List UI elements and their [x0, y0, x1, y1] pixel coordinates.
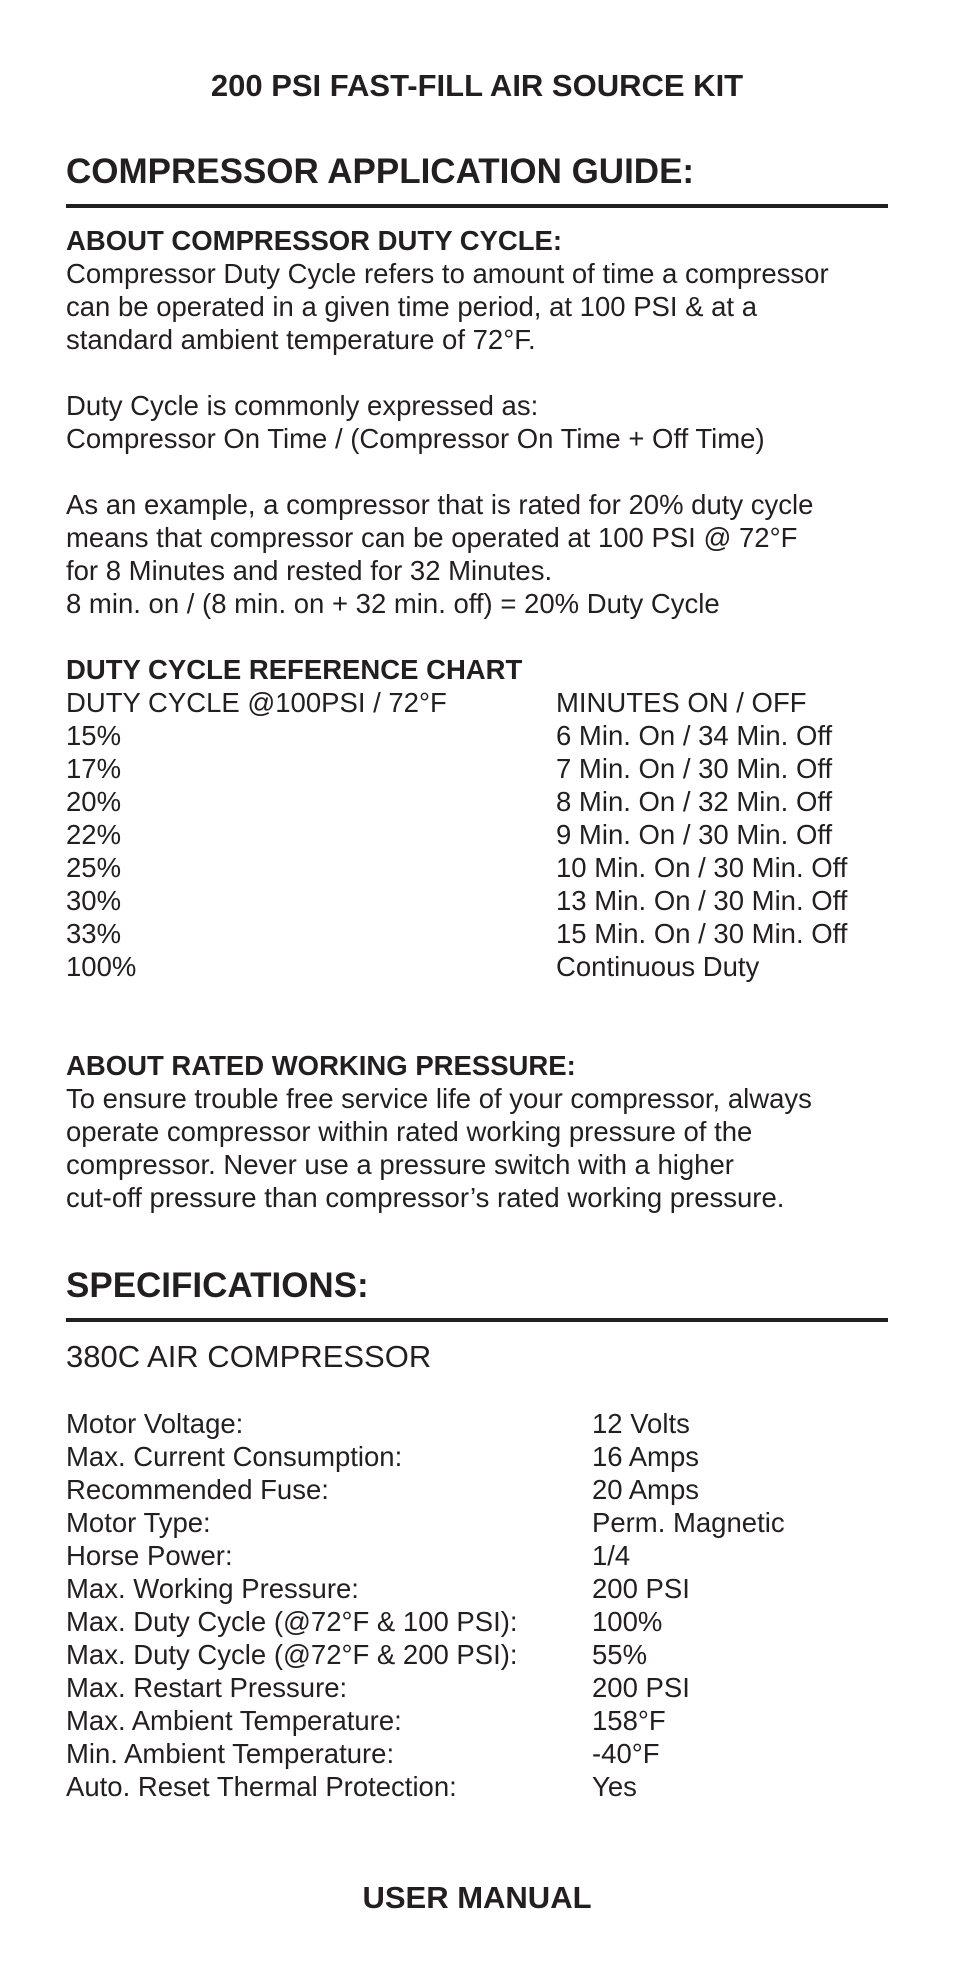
rated-pressure-section — [66, 1049, 906, 1214]
spec-label: Recommended Fuse: — [66, 1474, 329, 1505]
chart-cell-duty-cycle: 33% — [66, 918, 122, 949]
rated-pressure-text-line: cut-off pressure than compressor’s rated working pressure. — [66, 1182, 785, 1213]
chart-cell-duty-cycle: 100% — [66, 951, 137, 982]
chart-row — [66, 785, 906, 818]
chart-cell-minutes: 7 Min. On / 30 Min. Off — [556, 753, 833, 784]
spec-row — [66, 1506, 906, 1539]
chart-cell-minutes: Continuous Duty — [556, 951, 760, 982]
chart-cell-duty-cycle: 20% — [66, 786, 122, 817]
spec-label: Max. Duty Cycle (@72°F & 200 PSI): — [66, 1639, 518, 1670]
chart-cell-duty-cycle: 25% — [66, 852, 122, 883]
spec-value: 200 PSI — [592, 1573, 690, 1604]
spec-row — [66, 1704, 906, 1737]
expression-formula: Compressor On Time / (Compressor On Time + Off Time) — [66, 423, 765, 454]
chart-cell-duty-cycle: 15% — [66, 720, 122, 751]
spec-label: Motor Type: — [66, 1507, 211, 1538]
chart-subhead: DUTY CYCLE REFERENCE CHART — [66, 654, 523, 685]
spec-label: Max. Duty Cycle (@72°F & 100 PSI): — [66, 1606, 518, 1637]
spec-label: Max. Working Pressure: — [66, 1573, 359, 1604]
example-formula: 8 min. on / (8 min. on + 32 min. off) = 20% Duty Cycle — [66, 588, 720, 619]
rated-pressure-text-line: operate compressor within rated working pressure of the — [66, 1116, 753, 1147]
example-text-line: for 8 Minutes and rested for 32 Minutes. — [66, 555, 553, 586]
example-text-line: As an example, a compressor that is rated for 20% duty cycle — [66, 489, 814, 520]
rated-pressure-text-line: To ensure trouble free service life of your compressor, always — [66, 1083, 812, 1114]
spec-value: 12 Volts — [592, 1408, 690, 1439]
spec-value: 100% — [592, 1606, 663, 1637]
spec-label: Max. Ambient Temperature: — [66, 1705, 402, 1736]
chart-cell-minutes: 8 Min. On / 32 Min. Off — [556, 786, 833, 817]
chart-cell-minutes: 9 Min. On / 30 Min. Off — [556, 819, 833, 850]
duty-cycle-text-line: Compressor Duty Cycle refers to amount of time a compressor — [66, 258, 829, 289]
chart-header-minutes: MINUTES ON / OFF — [556, 687, 807, 718]
chart-header-duty-cycle: DUTY CYCLE @100PSI / 72°F — [66, 687, 447, 718]
spec-value: Perm. Magnetic — [592, 1507, 785, 1538]
spec-row — [66, 1737, 906, 1770]
spec-value: 55% — [592, 1639, 648, 1670]
duty-cycle-example — [66, 488, 906, 620]
spec-value: -40°F — [592, 1738, 660, 1769]
spec-value: 20 Amps — [592, 1474, 700, 1505]
specifications-heading: SPECIFICATIONS: — [66, 1264, 888, 1322]
chart-row — [66, 818, 906, 851]
document-title: 200 PSI FAST-FILL AIR SOURCE KIT — [210, 68, 744, 103]
rated-pressure-text-line: compressor. Never use a pressure switch with a higher — [66, 1149, 734, 1180]
spec-label: Auto. Reset Thermal Protection: — [66, 1771, 457, 1802]
chart-cell-minutes: 13 Min. On / 30 Min. Off — [556, 885, 848, 916]
chart-row — [66, 884, 906, 917]
chart-header-row — [66, 686, 906, 719]
example-text-line: means that compressor can be operated at 100 PSI @ 72°F — [66, 522, 798, 553]
spec-label: Max. Current Consumption: — [66, 1441, 403, 1472]
spec-value: Yes — [592, 1771, 637, 1802]
spec-value: 200 PSI — [592, 1672, 690, 1703]
chart-cell-duty-cycle: 17% — [66, 753, 122, 784]
spec-row — [66, 1671, 906, 1704]
chart-row — [66, 719, 906, 752]
spec-row — [66, 1572, 906, 1605]
spec-row — [66, 1539, 906, 1572]
spec-value: 1/4 — [592, 1540, 631, 1571]
duty-cycle-subhead: ABOUT COMPRESSOR DUTY CYCLE: — [66, 225, 563, 256]
chart-row — [66, 950, 906, 983]
chart-cell-duty-cycle: 22% — [66, 819, 122, 850]
duty-cycle-section — [66, 224, 906, 356]
spec-value: 16 Amps — [592, 1441, 700, 1472]
spec-row — [66, 1638, 906, 1671]
chart-cell-duty-cycle: 30% — [66, 885, 122, 916]
spec-value: 158°F — [592, 1705, 666, 1736]
duty-cycle-text-line: standard ambient temperature of 72°F. — [66, 324, 536, 355]
rated-pressure-subhead: ABOUT RATED WORKING PRESSURE: — [66, 1050, 576, 1081]
chart-row — [66, 752, 906, 785]
expression-text-line: Duty Cycle is commonly expressed as: — [66, 390, 539, 421]
chart-cell-minutes: 6 Min. On / 34 Min. Off — [556, 720, 833, 751]
duty-cycle-text-line: can be operated in a given time period, at 100 PSI & at a — [66, 291, 758, 322]
spec-label: Min. Ambient Temperature: — [66, 1738, 395, 1769]
chart-cell-minutes: 10 Min. On / 30 Min. Off — [556, 852, 848, 883]
spec-row — [66, 1605, 906, 1638]
chart-cell-minutes: 15 Min. On / 30 Min. Off — [556, 918, 848, 949]
spec-row — [66, 1407, 906, 1440]
spec-label: Motor Voltage: — [66, 1408, 244, 1439]
spec-row — [66, 1770, 906, 1803]
duty-cycle-expression — [66, 389, 906, 455]
specifications-table — [66, 1407, 906, 1803]
spec-row — [66, 1440, 906, 1473]
duty-cycle-reference-chart — [66, 653, 906, 983]
spec-label: Horse Power: — [66, 1540, 233, 1571]
spec-row — [66, 1473, 906, 1506]
document-footer: USER MANUAL — [362, 1880, 592, 1915]
spec-label: Max. Restart Pressure: — [66, 1672, 348, 1703]
application-guide-heading: COMPRESSOR APPLICATION GUIDE: — [66, 150, 888, 208]
chart-row — [66, 917, 906, 950]
chart-row — [66, 851, 906, 884]
compressor-model-name: 380C AIR COMPRESSOR — [66, 1339, 432, 1374]
